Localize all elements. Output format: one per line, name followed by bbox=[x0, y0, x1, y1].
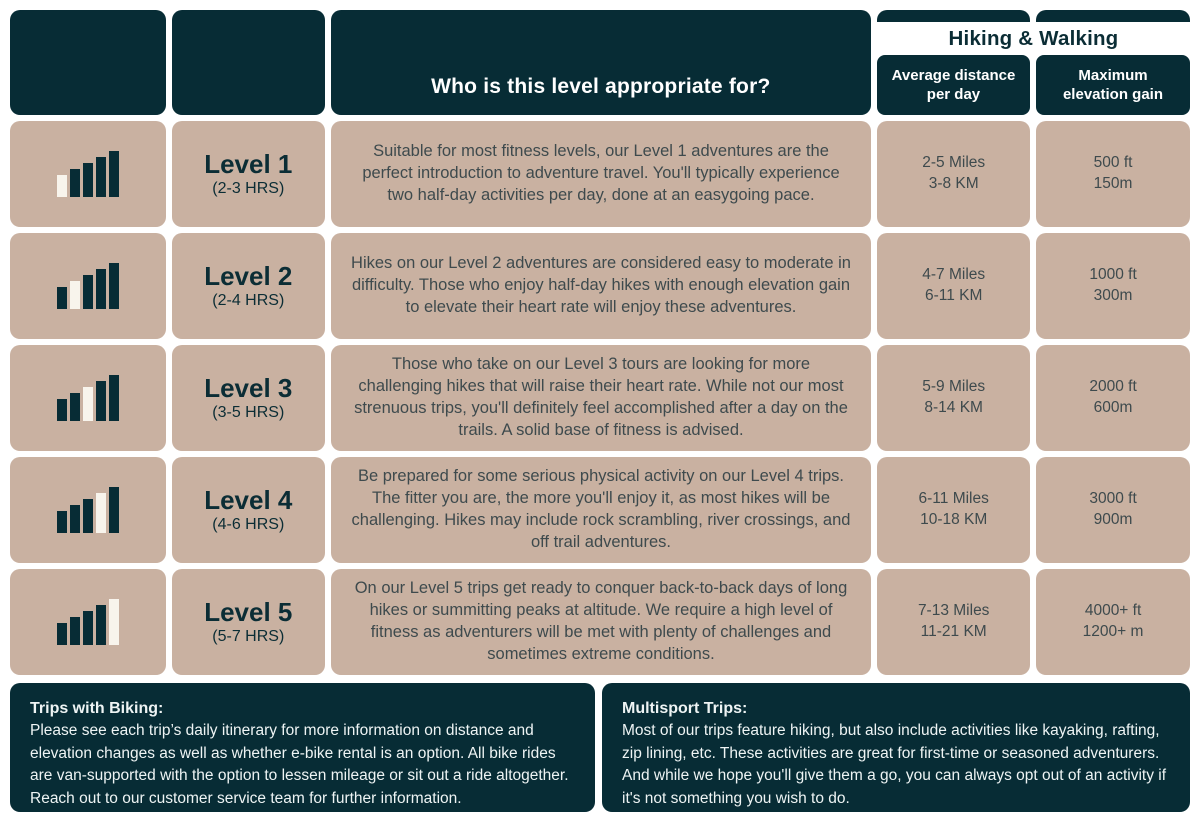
biking-note-box bbox=[10, 683, 595, 812]
table-header-row bbox=[10, 10, 1190, 115]
level-hours: (5-7 HRS) bbox=[212, 628, 285, 646]
level-1-label-cell bbox=[172, 121, 325, 227]
level-2-description: Hikes on our Level 2 adventures are considered easy to moderate in difficulty. Those who enjoy half-day hikes with enough elevation gain to elevate their heart rate will enjoy these adventures. bbox=[331, 233, 872, 339]
level-name: Level 5 bbox=[204, 596, 293, 627]
level-3-row bbox=[10, 345, 1190, 451]
hiking-walking-banner bbox=[877, 22, 1190, 55]
level-1-row bbox=[10, 121, 1190, 227]
level-5-label-cell bbox=[172, 569, 325, 675]
level-2-row bbox=[10, 233, 1190, 339]
header-icon-column-blank bbox=[10, 10, 166, 115]
level-name: Level 3 bbox=[204, 372, 293, 403]
level-5-row bbox=[10, 569, 1190, 675]
level-5-bars-icon bbox=[10, 569, 166, 675]
level-1-description: Suitable for most fitness levels, our Level 1 adventures are the perfect introduction to adventure travel. You'll typically experience two half-day activities per day, done at an easygoing pace. bbox=[331, 121, 872, 227]
distance-column-header: Average distance per day bbox=[877, 55, 1030, 115]
hiking-walking-header-group bbox=[877, 10, 1190, 115]
level-3-bars-icon bbox=[10, 345, 166, 451]
level-5-elevation-cell: 4000+ ft 1200+ m bbox=[1036, 569, 1190, 675]
level-2-elevation-cell: 1000 ft 300m bbox=[1036, 233, 1190, 339]
biking-note-body: Please see each trip’s daily itinerary for more information on distance and elevation changes as well as whether e-bike rental is an option. All bike rides are van-supported with the option to lessen mileage or sit out a ride altogether. Reach out to our customer service team for further information. bbox=[30, 722, 569, 807]
level-1-distance-cell: 2-5 Miles 3-8 KM bbox=[877, 121, 1030, 227]
level-hours: (2-4 HRS) bbox=[212, 292, 285, 310]
level-3-distance-cell: 5-9 Miles 8-14 KM bbox=[877, 345, 1030, 451]
level-1-bars-icon bbox=[10, 121, 166, 227]
level-name: Level 2 bbox=[204, 260, 293, 291]
level-name: Level 1 bbox=[204, 148, 293, 179]
level-3-elevation-cell: 2000 ft 600m bbox=[1036, 345, 1190, 451]
level-4-label-cell bbox=[172, 457, 325, 563]
level-4-bars-icon bbox=[10, 457, 166, 563]
level-hours: (4-6 HRS) bbox=[212, 516, 285, 534]
level-5-description: On our Level 5 trips get ready to conquer back-to-back days of long hikes or summitting peaks at altitude. We require a high level of fitness as adventurers will be met with plenty of challenges and sometimes extreme conditions. bbox=[331, 569, 872, 675]
level-4-row bbox=[10, 457, 1190, 563]
level-2-distance-cell: 4-7 Miles 6-11 KM bbox=[877, 233, 1030, 339]
multisport-note-title: Multisport Trips: bbox=[622, 700, 748, 717]
level-hours: (3-5 HRS) bbox=[212, 404, 285, 422]
level-1-elevation-cell: 500 ft 150m bbox=[1036, 121, 1190, 227]
level-4-distance-cell: 6-11 Miles 10-18 KM bbox=[877, 457, 1030, 563]
level-3-description: Those who take on our Level 3 tours are looking for more challenging hikes that will raise their heart rate. While not our most strenuous trips, you'll definitely feel accomplished after a day on the trails. A solid base of fitness is advised. bbox=[331, 345, 872, 451]
level-2-bars-icon bbox=[10, 233, 166, 339]
level-2-label-cell bbox=[172, 233, 325, 339]
hiking-walking-title: Hiking & Walking bbox=[948, 26, 1119, 50]
footer-notes bbox=[10, 683, 1190, 812]
biking-note-title: Trips with Biking: bbox=[30, 700, 164, 717]
multisport-note-body: Most of our trips feature hiking, but also include activities like kayaking, rafting, zip lining, etc. These activities are great for first-time or seasoned adventurers. And while we hope you'll give them a go, you can always opt out of an activity if it's not something you wish to do. bbox=[622, 722, 1167, 807]
elevation-header-cap bbox=[1036, 10, 1190, 22]
who-column-header bbox=[331, 10, 871, 115]
level-4-description: Be prepared for some serious physical activity on our Level 4 trips. The fitter you are, the more you'll enjoy it, as most hikes will be challenging. Hikes may include rock scrambling, river crossings, and off trail adventures. bbox=[331, 457, 872, 563]
distance-header-cap bbox=[877, 10, 1030, 22]
multisport-note-box bbox=[602, 683, 1190, 812]
elevation-column-header: Maximum elevation gain bbox=[1036, 55, 1190, 115]
level-name: Level 4 bbox=[204, 484, 293, 515]
header-level-column-blank bbox=[172, 10, 325, 115]
level-hours: (2-3 HRS) bbox=[212, 180, 285, 198]
level-4-elevation-cell: 3000 ft 900m bbox=[1036, 457, 1190, 563]
level-3-label-cell bbox=[172, 345, 325, 451]
level-5-distance-cell: 7-13 Miles 11-21 KM bbox=[877, 569, 1030, 675]
who-column-header-label: Who is this level appropriate for? bbox=[431, 75, 771, 98]
